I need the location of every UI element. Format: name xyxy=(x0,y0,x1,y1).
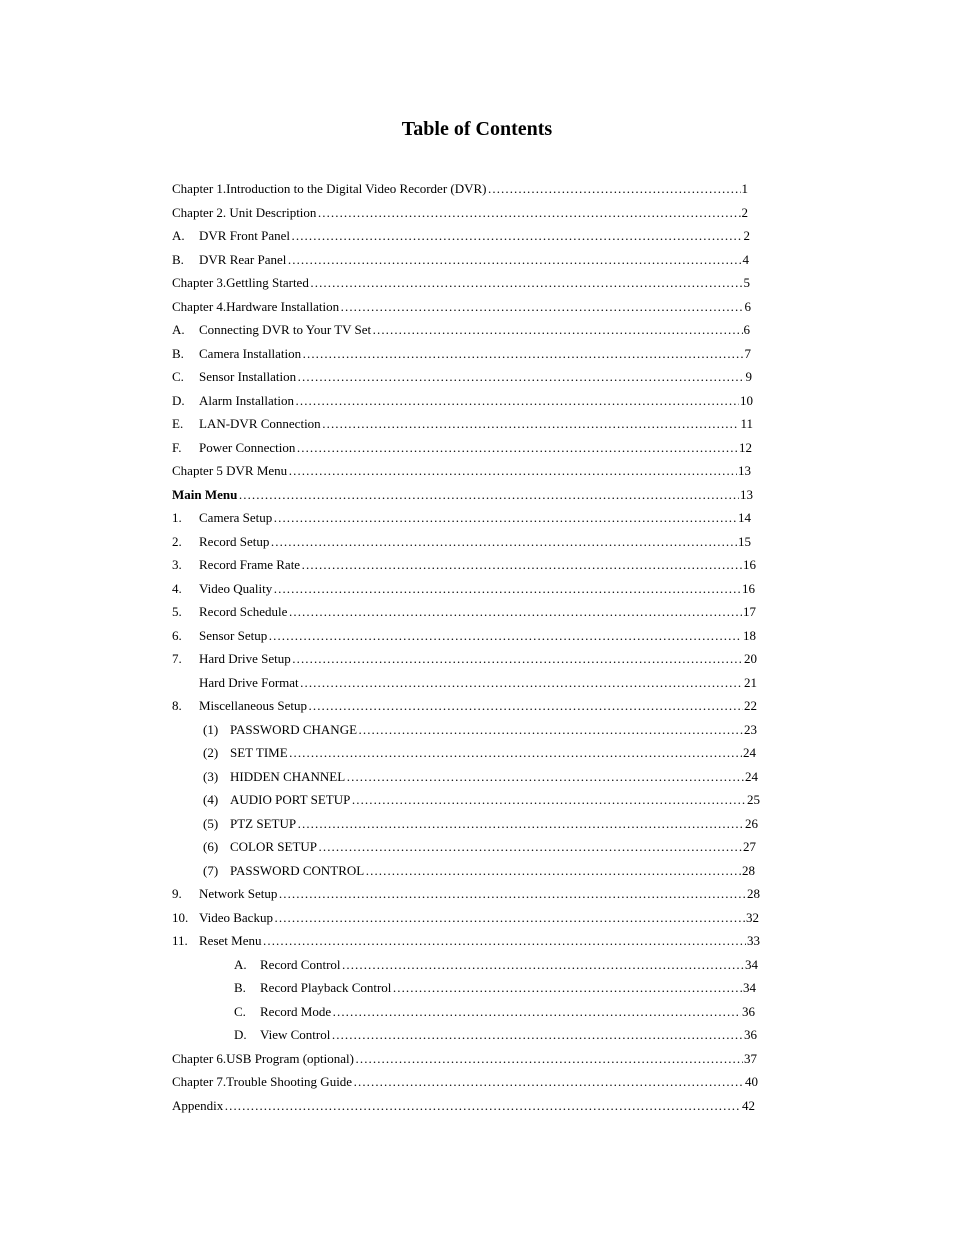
toc-entry-title: Chapter 2. Unit Description xyxy=(172,204,317,220)
toc-entry xyxy=(172,976,756,1000)
toc-entry-page-number: 2 xyxy=(743,228,750,243)
toc-leader-dots xyxy=(346,765,744,789)
toc-entry-title: Miscellaneous Setup xyxy=(199,698,307,713)
toc-leader-dots xyxy=(358,718,743,742)
toc-leader-dots xyxy=(289,741,742,765)
toc-entry-number: 4. xyxy=(172,580,182,596)
toc-entry-title: PASSWORD CHANGE xyxy=(230,721,358,737)
toc-entry xyxy=(172,553,756,577)
toc-leader-dots xyxy=(351,788,746,812)
toc-entry-number: 7. xyxy=(172,651,182,666)
toc-entry-page-number: 4 xyxy=(742,251,749,267)
toc-leader-dots xyxy=(308,694,743,718)
toc-entry-title: PTZ SETUP xyxy=(230,815,297,831)
toc-entry xyxy=(172,436,752,460)
toc-entry xyxy=(172,1023,757,1047)
toc-entry-number: 8. xyxy=(172,698,182,713)
toc-entry-page-number: 16 xyxy=(742,580,755,596)
toc-leader-dots xyxy=(318,835,742,859)
toc-entry-title: Video Quality xyxy=(199,580,273,596)
toc-entry-page-number: 9 xyxy=(745,369,752,384)
toc-leader-dots xyxy=(273,506,737,530)
toc-entry-title: PASSWORD CONTROL xyxy=(230,862,365,878)
toc-leader-dots xyxy=(291,224,743,248)
toc-entry-page-number: 36 xyxy=(742,1003,755,1019)
toc-entry xyxy=(172,459,751,483)
toc-leader-dots xyxy=(295,389,739,413)
toc-entry-page-number: 37 xyxy=(744,1050,757,1066)
toc-entry-page-number: 23 xyxy=(744,721,757,737)
toc-entry-number: 6. xyxy=(172,627,182,643)
toc-entry-number: (4) xyxy=(203,792,219,807)
toc-entry-number: E. xyxy=(172,416,184,431)
toc-entry-number: 11. xyxy=(172,933,188,948)
toc-entry-number: 5. xyxy=(172,604,182,619)
toc-entry-title: Record Setup xyxy=(199,533,270,549)
toc-entry xyxy=(172,1094,755,1118)
toc-entry-page-number: 32 xyxy=(746,909,759,925)
toc-entry xyxy=(172,718,757,742)
toc-leader-dots xyxy=(340,295,743,319)
toc-entry xyxy=(172,906,759,930)
toc-entry-page-number: 6 xyxy=(744,298,751,314)
toc-entry-number: B. xyxy=(234,980,246,995)
toc-leader-dots xyxy=(224,1094,741,1118)
toc-entry-number: (6) xyxy=(203,839,219,854)
toc-leader-dots xyxy=(273,577,741,601)
toc-leader-dots xyxy=(238,483,739,507)
toc-entry-page-number: 42 xyxy=(742,1097,755,1113)
toc-entry-page-number: 7 xyxy=(744,345,751,361)
toc-leader-dots xyxy=(297,365,744,389)
toc-entry-page-number: 34 xyxy=(745,956,758,972)
toc-entry-number: A. xyxy=(234,956,247,972)
toc-leader-dots xyxy=(392,976,742,1000)
toc-leader-dots xyxy=(268,624,742,648)
toc-entry-title: Appendix xyxy=(172,1097,224,1113)
toc-entry xyxy=(172,600,756,624)
toc-entry-page-number: 33 xyxy=(747,933,760,948)
toc-entry-title: Hard Drive Setup xyxy=(199,651,291,666)
toc-entry-title: Sensor Installation xyxy=(199,369,297,384)
toc-entry-page-number: 20 xyxy=(744,651,757,666)
toc-entry-title: Camera Setup xyxy=(199,510,273,525)
toc-entry-title: Reset Menu xyxy=(199,933,262,948)
toc-entry xyxy=(172,859,755,883)
toc-entry xyxy=(172,694,757,718)
toc-entry xyxy=(172,248,749,272)
toc-entry-page-number: 24 xyxy=(743,745,756,760)
toc-entry-page-number: 28 xyxy=(747,886,760,901)
toc-entry xyxy=(172,342,751,366)
toc-entry xyxy=(172,741,756,765)
toc-entry xyxy=(172,765,758,789)
toc-entry xyxy=(172,647,757,671)
toc-entry-page-number: 36 xyxy=(744,1027,757,1042)
toc-leader-dots xyxy=(288,600,742,624)
toc-entry-page-number: 40 xyxy=(745,1074,758,1089)
toc-entry-title: COLOR SETUP xyxy=(230,839,318,854)
toc-entry-title: Chapter 1.Introduction to the Digital Video Recorder (DVR) xyxy=(172,181,487,196)
toc-entry-page-number: 27 xyxy=(743,839,756,854)
toc-leader-dots xyxy=(296,436,738,460)
toc-leader-dots xyxy=(332,1000,741,1024)
toc-entry xyxy=(172,1070,758,1094)
toc-entry-title: Chapter 3.Gettling Started xyxy=(172,275,309,290)
toc-entry xyxy=(172,788,760,812)
toc-leader-dots xyxy=(270,530,737,554)
toc-entry-number: B. xyxy=(172,345,184,361)
toc-leader-dots xyxy=(331,1023,743,1047)
toc-entry xyxy=(172,1000,755,1024)
toc-entry-page-number: 11 xyxy=(740,416,753,431)
toc-entry xyxy=(172,201,748,225)
toc-leader-dots xyxy=(302,342,743,366)
toc-entry xyxy=(172,530,751,554)
toc-entry-number: B. xyxy=(172,251,184,267)
toc-entry-page-number: 26 xyxy=(745,815,758,831)
toc-entry xyxy=(172,483,753,507)
toc-entry-title: DVR Front Panel xyxy=(199,228,290,243)
toc-entry-title: Camera Installation xyxy=(199,345,302,361)
toc-entry xyxy=(172,506,751,530)
toc-entry-number: (2) xyxy=(203,745,219,760)
toc-entry-title: Sensor Setup xyxy=(199,627,268,643)
toc-entry-title: Network Setup xyxy=(199,886,278,901)
toc-leader-dots xyxy=(488,177,741,201)
toc-leader-dots xyxy=(278,882,746,906)
toc-leader-dots xyxy=(292,647,743,671)
toc-entry xyxy=(172,882,760,906)
toc-entry-title: AUDIO PORT SETUP xyxy=(230,792,351,807)
toc-entry-number: (5) xyxy=(203,815,219,831)
toc-leader-dots xyxy=(365,859,741,883)
toc-entry-page-number: 15 xyxy=(738,533,751,549)
toc-entry-title: HIDDEN CHANNEL xyxy=(230,768,346,784)
toc-entry-title: Record Frame Rate xyxy=(199,557,301,572)
toc-entry-title: Chapter 5 DVR Menu xyxy=(172,463,288,478)
toc-entry-number: A. xyxy=(172,228,185,243)
toc-entry-page-number: 34 xyxy=(743,980,756,995)
toc-entry-number: F. xyxy=(172,439,182,455)
toc-entry-page-number: 21 xyxy=(744,674,757,690)
toc-entry xyxy=(172,318,750,342)
toc-entry-number: C. xyxy=(234,1003,246,1019)
toc-entry-title: Record Control xyxy=(260,956,341,972)
toc-entry-number: 1. xyxy=(172,510,182,525)
toc-entry xyxy=(172,295,751,319)
toc-entry-number: 3. xyxy=(172,557,182,572)
toc-entry xyxy=(172,389,753,413)
toc-entry xyxy=(172,224,750,248)
toc-entry-title: LAN-DVR Connection xyxy=(199,416,321,431)
toc-leader-dots xyxy=(297,812,744,836)
toc-leader-dots xyxy=(300,671,743,695)
toc-entry xyxy=(172,835,756,859)
toc-entry-title: Hard Drive Format xyxy=(199,674,299,690)
toc-entry xyxy=(172,953,758,977)
toc-entry-number: (7) xyxy=(203,862,219,878)
toc-entry xyxy=(172,412,753,436)
toc-entry-page-number: 28 xyxy=(742,862,755,878)
toc-leader-dots xyxy=(301,553,742,577)
toc-leader-dots xyxy=(372,318,742,342)
toc-entry xyxy=(172,271,750,295)
toc-entry-page-number: 22 xyxy=(744,698,757,713)
toc-entry-page-number: 5 xyxy=(743,275,750,290)
toc-entry-page-number: 13 xyxy=(740,486,753,502)
toc-entry-page-number: 10 xyxy=(740,392,753,408)
toc-leader-dots xyxy=(262,929,746,953)
toc-entry xyxy=(172,177,748,201)
toc-entry-title: View Control xyxy=(260,1027,331,1042)
toc-entry-page-number: 25 xyxy=(747,792,760,807)
toc-entry xyxy=(172,812,758,836)
toc-entry xyxy=(172,624,756,648)
toc-entry-number: D. xyxy=(172,392,185,408)
toc-leader-dots xyxy=(317,201,740,225)
toc-leader-dots xyxy=(287,248,741,272)
toc-entry-page-number: 24 xyxy=(745,768,758,784)
toc-leader-dots xyxy=(355,1047,743,1071)
toc-entry-page-number: 6 xyxy=(743,322,750,337)
toc-leader-dots xyxy=(322,412,740,436)
toc-entry-title: Video Backup xyxy=(199,909,273,925)
toc-entry-page-number: 16 xyxy=(743,557,756,572)
toc-entry-number: (3) xyxy=(203,768,219,784)
toc-entry-number: 2. xyxy=(172,533,182,549)
toc-entry xyxy=(172,577,755,601)
toc-entry-number: C. xyxy=(172,369,184,384)
toc-entry-page-number: 12 xyxy=(739,439,752,455)
toc-entry-page-number: 1 xyxy=(741,181,748,196)
toc-entry-title: Record Mode xyxy=(260,1003,332,1019)
toc-entry-page-number: 18 xyxy=(743,627,756,643)
toc-entry-title: DVR Rear Panel xyxy=(199,251,287,267)
toc-entry-number: D. xyxy=(234,1027,247,1042)
toc-entry-title: Power Connection xyxy=(199,439,296,455)
toc-leader-dots xyxy=(274,906,745,930)
toc-entry-title: Chapter 4.Hardware Installation xyxy=(172,298,340,314)
toc-entry-title: Record Playback Control xyxy=(260,980,392,995)
toc-leader-dots xyxy=(342,953,744,977)
toc-entry-title: Alarm Installation xyxy=(199,392,294,408)
toc-entry-number: A. xyxy=(172,322,185,337)
toc-entry-title: Main Menu xyxy=(172,486,238,502)
toc-entry-page-number: 14 xyxy=(738,510,751,525)
toc-entry-number: (1) xyxy=(203,721,219,737)
toc-entry-title: SET TIME xyxy=(230,745,288,760)
toc-list xyxy=(172,177,762,1117)
toc-entry xyxy=(172,929,760,953)
toc-leader-dots xyxy=(353,1070,744,1094)
toc-entry xyxy=(172,365,752,389)
toc-entry-page-number: 2 xyxy=(741,204,748,220)
page-title: Table of Contents xyxy=(401,118,553,140)
toc-entry-number: 9. xyxy=(172,886,182,901)
toc-entry-title: Connecting DVR to Your TV Set xyxy=(199,322,372,337)
toc-entry-title: Record Schedule xyxy=(199,604,288,619)
toc-entry xyxy=(172,671,757,695)
toc-entry-page-number: 17 xyxy=(743,604,756,619)
toc-entry-title: Chapter 6.USB Program (optional) xyxy=(172,1050,354,1066)
toc-entry-title: Chapter 7.Trouble Shooting Guide xyxy=(172,1074,353,1089)
toc-leader-dots xyxy=(288,459,737,483)
toc-leader-dots xyxy=(310,271,743,295)
toc-entry-page-number: 13 xyxy=(738,463,751,478)
toc-entry xyxy=(172,1047,757,1071)
toc-entry-number: 10. xyxy=(172,909,189,925)
